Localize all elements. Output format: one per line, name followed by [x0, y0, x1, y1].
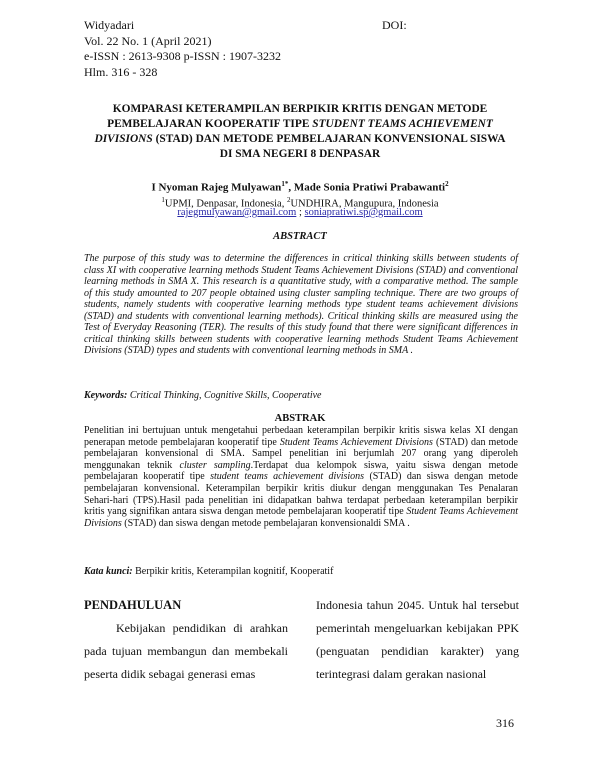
keywords-label: Keywords: [84, 390, 128, 401]
abstract-heading: ABSTRACT [273, 231, 327, 242]
kata-kunci-label: Kata kunci: [84, 566, 133, 577]
abstract-body: The purpose of this study was to determine the differences in critical thinking skills between students of class XI with cooperative learning methods Student Teams Achievement Divisions (STAD) and conventional learning methods in SMA X. This research is a quantitative study, with a comparative method. The sample of this study amounted to 207 people obtained using cluster sampling technique. There are two groups of students, namely students with cooperative learning methods type student teams achievement divisions (STAD) and students with conventional learning methods). Critical thinking skills are measured using the Test of Everyday Reasoning (TER). The results of this study found that there were significant differences in critical thinking skills between students with cooperative learning methods Student Teams Achievement Divisions (STAD) types and students with conventional learning methods in SMA . [84, 253, 518, 356]
title-line-3-italic: DIVISIONS [94, 133, 153, 145]
abstrak-italic-3: student teams achievement divisions [210, 471, 365, 483]
abstrak-text-4: (STAD) dan siswa dengan metode pembelajaran konvensional. Keterampilan berpikir kritis diukur dengan menggunakan Tes Penalaran Sehari-hari (TPS).Hasil pada penelitian ini didapatkan bahwa terdapat perbedaan keterampilan berpikir kritis yang signifikan antara siswa dengan metode pembelajaran kooperatif tipe [84, 471, 518, 518]
author-1: I Nyoman Rajeg Mulyawan [151, 181, 282, 194]
affiliation-1: UPMI, Denpasar, Indonesia, [164, 198, 287, 210]
title-line-2-italic: STUDENT TEAMS ACHIEVEMENT [312, 118, 493, 130]
affiliation-2-sup: 2 [286, 196, 291, 204]
kata-kunci-values: Berpikir kritis, Keterampilan kognitif, Kooperatif [132, 566, 334, 577]
title-line-4: DI SMA NEGERI 8 DENPASAR [219, 148, 381, 160]
journal-header [84, 18, 524, 80]
abstrak-text-1: Penelitian ini bertujuan untuk mengetahui perbedaan keterampilan berpikir kritis siswa kelas XI dengan penerapan metode pembelajaran kooperatif tipe [84, 425, 518, 448]
email-link-1[interactable]: rajegmulyawan@gmail.com [177, 207, 297, 218]
keywords-values: Critical Thinking, Cognitive Skills, Cooperative [127, 390, 322, 401]
paper-title [80, 102, 520, 162]
abstrak-text-3: .Terdapat dua kelompok siswa, yaitu siswa dengan metode pembelajaran kooperatif tipe [84, 459, 518, 483]
journal-pages: Hlm. 316 - 328 [84, 64, 158, 79]
title-line-3 [80, 132, 520, 147]
title-line-3-normal: (STAD) DAN METODE PEMBELAJARAN KONVENSIONAL SISWA [152, 133, 506, 145]
section-heading-pendahuluan: PENDAHULUAN [84, 598, 182, 612]
abstrak-italic-4: Student Teams Achievement Divisions [84, 506, 518, 529]
abstrak-heading: ABSTRAK [274, 413, 326, 424]
body-column-right [316, 594, 519, 686]
author-2-sup: 2 [445, 180, 449, 188]
journal-volume: Vol. 22 No. 1 (April 2021) [84, 33, 212, 48]
journal-name: Widyadari [84, 18, 135, 32]
body-paragraph-left: Kebijakan pendidikan di arahkan pada tujuan membangun dan membekali peserta didik sebagai generasi emas [84, 621, 288, 681]
body-column-left [84, 594, 288, 686]
kata-kunci [84, 566, 518, 577]
author-emails [60, 207, 540, 218]
abstrak-body [84, 425, 518, 529]
author-1-sup: 1* [281, 180, 289, 188]
email-separator: ; [296, 207, 305, 218]
abstrak-text-2: (STAD) dan metode pembelajaran konvensional di SMA. Sampel penelitian ini berjumlah 207 orang yang diperoleh menggunakan teknik [84, 436, 518, 471]
journal-issn: e-ISSN : 2613-9308 p-ISSN : 1907-3232 [84, 49, 281, 63]
title-line-1: KOMPARASI KETERAMPILAN BERPIKIR KRITIS DENGAN METODE [112, 103, 488, 115]
page-number: 316 [496, 716, 514, 730]
author-2: Made Sonia Pratiwi Prabawanti [293, 181, 446, 194]
doi-label: DOI: [382, 18, 407, 32]
abstrak-italic-1: Student Teams Achievement Divisions [279, 436, 433, 448]
title-line-2-normal: PEMBELAJARAN KOOPERATIF TIPE [107, 118, 313, 130]
author-separator: , [288, 181, 294, 194]
author-list [60, 180, 540, 194]
body-paragraph-right: Indonesia tahun 2045. Untuk hal tersebut pemerintah mengeluarkan kebijakan PPK (penguatan pendidian karakter) yang terintegrasi dalam gerakan nasional [316, 598, 519, 681]
abstrak-text-5: (STAD) dan siswa dengan metode pembelajaran konvensionaldi SMA . [121, 517, 410, 529]
affiliation-2: UNDHIRA, Mangupura, Indonesia [290, 198, 439, 210]
title-line-2 [80, 117, 520, 132]
keywords [84, 390, 518, 401]
abstrak-italic-2: cluster sampling [179, 459, 251, 471]
affiliation-1-sup: 1 [161, 196, 165, 204]
email-link-2[interactable]: soniapratiwi.sp@gmail.com [304, 207, 423, 218]
